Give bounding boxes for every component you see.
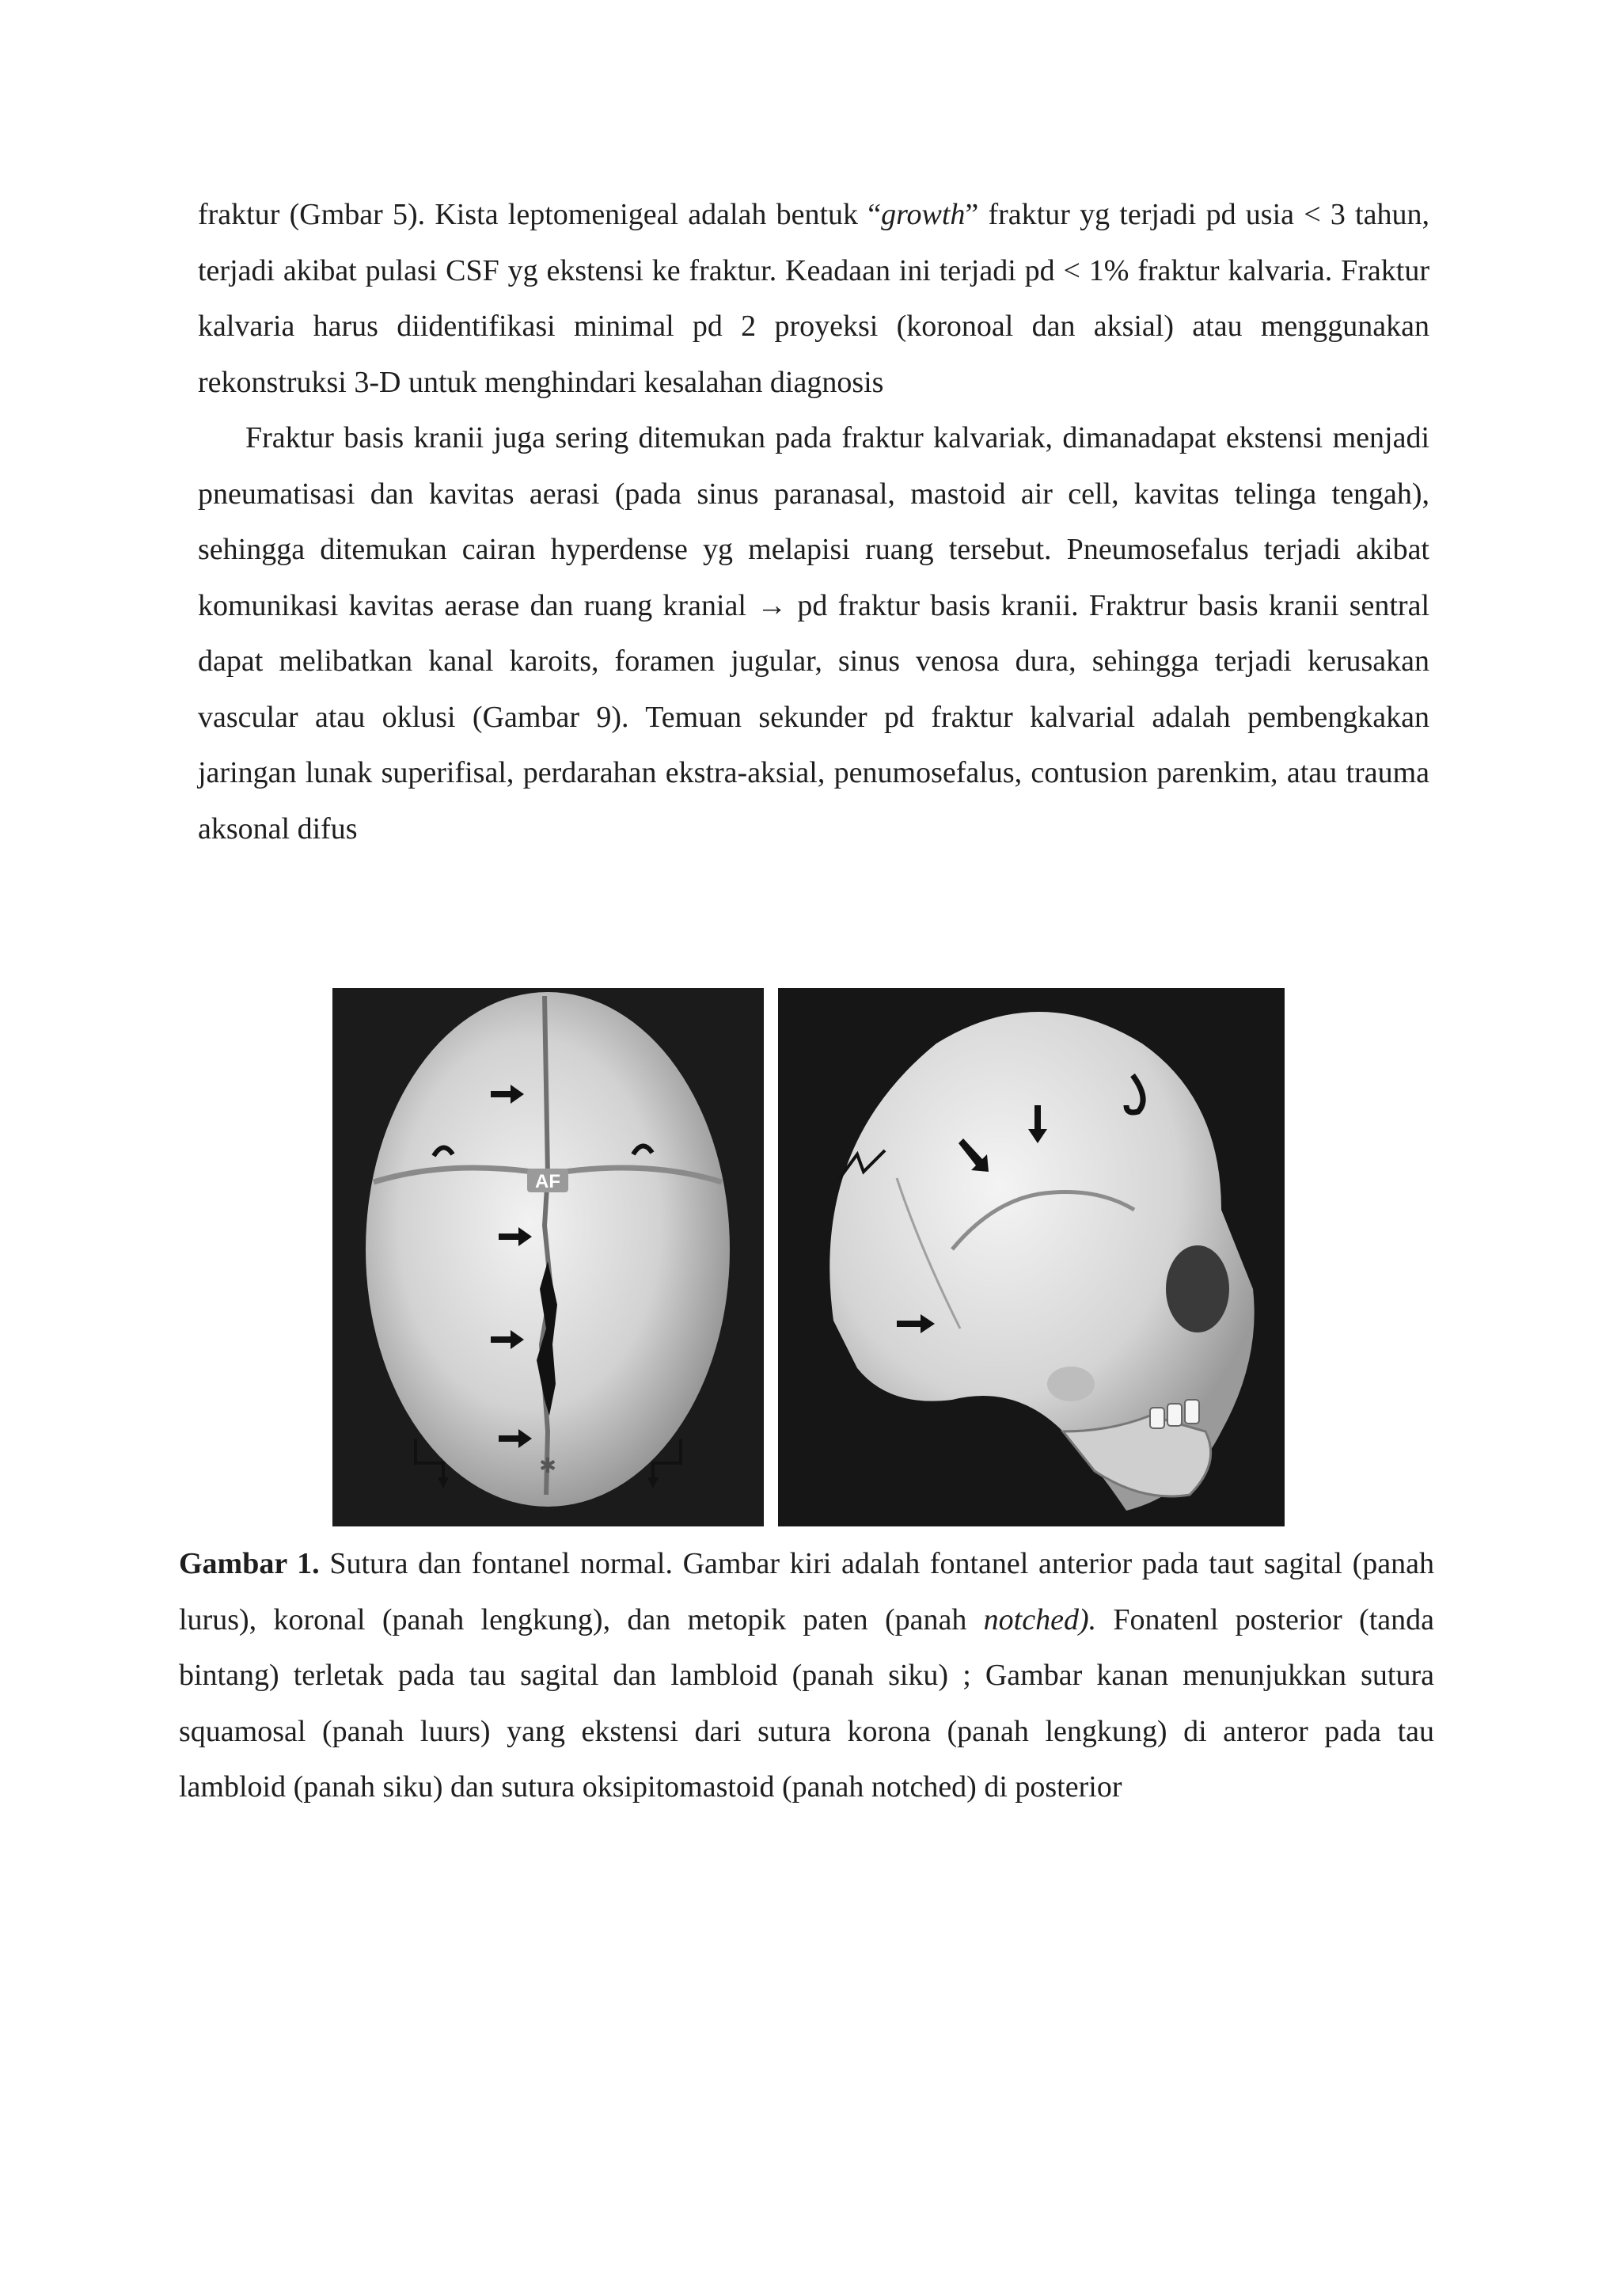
tooth	[1150, 1408, 1164, 1428]
skull-lateral-view-image	[778, 988, 1285, 1526]
paragraph-2-before-arrow: Fraktur basis kranii juga sering ditemukan pada fraktur kalvariak, dimanadapat ekstensi menjadi pneumatisasi dan kavitas aerasi (pada sinus paranasal, mastoid air cell, kavitas telinga tengah), sehingga ditemukan cairan hyperdense yg melapisi ruang tersebut. Pneumosefalus terjadi akibat komunikasi kavitas aerase dan ruang kranial	[198, 421, 1429, 622]
paragraph-2-after-arrow: pd fraktur basis kranii. Fraktrur basis kranii sentral dapat melibatkan kanal karoits, foramen jugular, sinus venosa dura, sehingga terjadi kerusakan vascular atau oklusi (Gambar 9). Temuan sekunder pd fraktur kalvarial adalah pembengkakan jaringan lunak superifisal, perdarahan ekstra-aksial, penumosefalus, contusion parenkim, atau trauma aksonal difus	[198, 588, 1430, 846]
tooth	[1167, 1404, 1182, 1426]
paragraph-1-before-italic: fraktur (Gmbar 5). Kista leptomenigeal adalah bentuk “	[198, 198, 882, 231]
figure-skull-lateral-view	[778, 988, 1285, 1526]
paragraph-1-after-italic: ” fraktur yg terjadi pd usia < 3 tahun, terjadi akibat pulasi CSF yg ekstensi ke fraktur. Keadaan ini terjadi pd < 1% fraktur kalvaria. Fraktur kalvaria harus diidentifikasi minimal pd 2 proyeksi (koronoal dan aksial) atau menggunakan rekonstruksi 3-D untuk menghindari kesalahan diagnosis	[198, 198, 1429, 399]
skull-top-view-image	[332, 988, 764, 1526]
asterisk-icon: ✱	[539, 1454, 556, 1478]
af-label: AF	[535, 1171, 560, 1192]
caption-italic: notched).	[983, 1602, 1097, 1636]
caption-label: Gambar 1.	[179, 1547, 320, 1580]
right-arrow-icon: →	[757, 588, 788, 622]
orbit	[1166, 1245, 1229, 1332]
caption-text-1: Sutura dan fontanel normal. Gambar kiri adalah fontanel anterior pada taut sagital (panah lurus), koronal (panah lengkung), dan metopik paten (panah	[179, 1547, 1435, 1636]
mastoid	[1047, 1367, 1095, 1401]
caption-text-2: Fonatenl posterior (tanda bintang) terletak pada tau sagital dan lambloid (panah siku) ; Gambar kanan menunjukkan sutura squamosal (panah luurs) yang ekstensi dari sutura korona (panah lengkung) di anteror pada tau lambloid (panah siku) dan sutura oksipitomastoid (panah notched) di posterior	[179, 1602, 1435, 1804]
tooth	[1185, 1400, 1199, 1424]
paragraph-1-text	[198, 187, 1429, 410]
figure-caption	[179, 1536, 1434, 1815]
paragraph-2	[198, 410, 1429, 857]
figure-skull-top-view	[332, 988, 764, 1526]
paragraph-1-italic: growth	[881, 198, 966, 231]
paragraph-1	[198, 187, 1429, 410]
paragraph-2-text	[198, 410, 1429, 857]
